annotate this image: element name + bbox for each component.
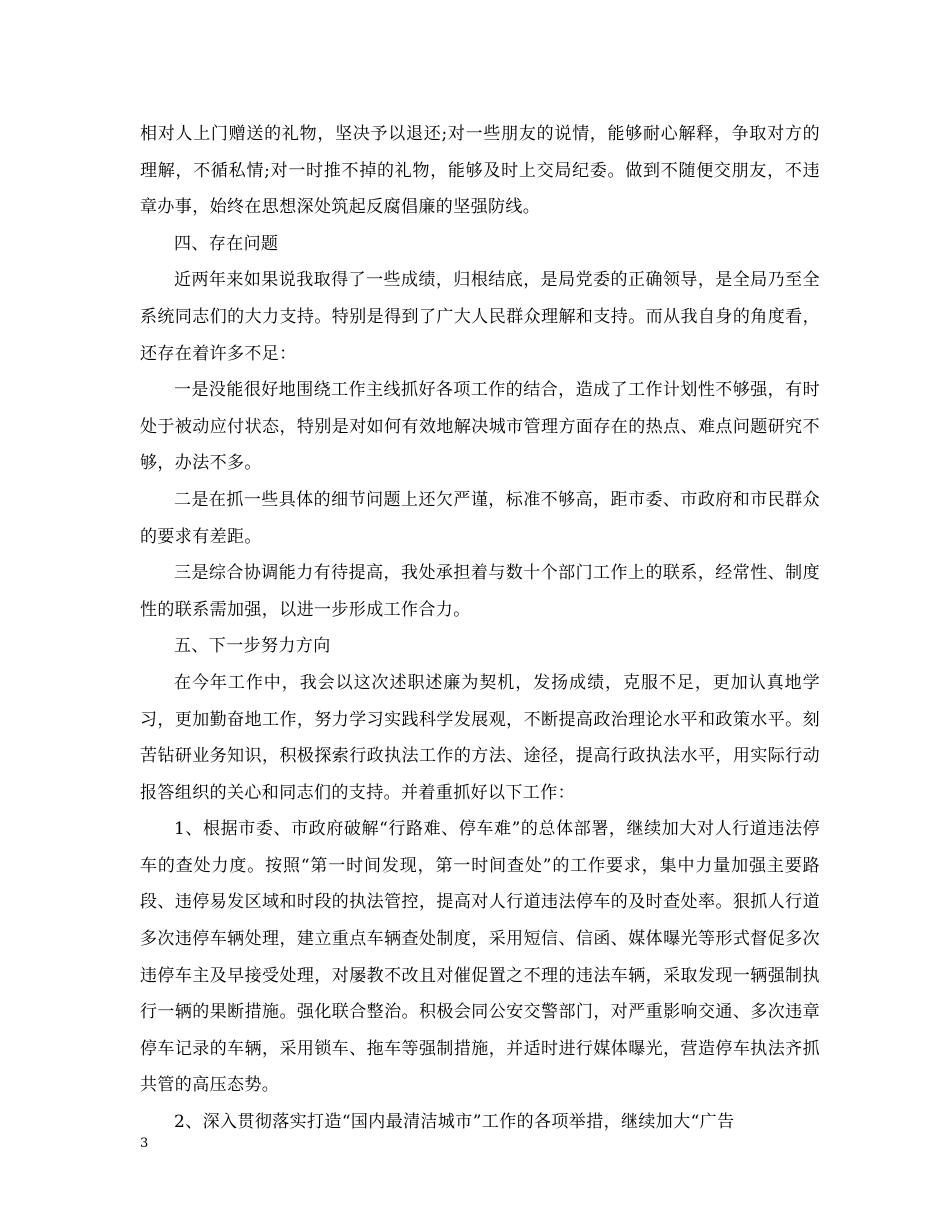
paragraph-6: 在今年工作中，我会以这次述职述廉为契机，发扬成绩，克服不足，更加认真地学习，更加勤奋地工作，努力学习实践科学发展观，不断提高政治理论水平和政策水平。刻苦钻研业务知识，积极探索行政执法工作的方法、途径，提高行政执法水平，用实际行动报答组织的关心和同志们的支持。并着重抓好以下工作： (140, 672, 820, 803)
paragraph-5: 三是综合协调能力有待提高，我处承担着与数十个部门工作上的联系，经常性、制度性的联系需加强，以进一步形成工作合力。 (140, 563, 820, 620)
paragraph-3: 一是没能很好地围绕工作主线抓好各项工作的结合，造成了工作计划性不够强，有时处于被动应付状态，特别是对如何有效地解决城市管理方面存在的热点、难点问题研究不够，办法不多。 (140, 380, 820, 474)
section-heading-next-steps: 五、下一步努力方向 (174, 636, 331, 657)
paragraph-8: 2、深入贯彻落实打造“国内最清洁城市”工作的各项举措，继续加大“广告 (174, 1112, 735, 1133)
paragraph-2: 近两年来如果说我取得了一些成绩，归根结底，是局党委的正确领导，是全局乃至全系统同志们的大力支持。特别是得到了广大人民群众理解和支持。而从我自身的角度看，还存在着许多不足： (140, 270, 820, 364)
paragraph-1: 相对人上门赠送的礼物，坚决予以退还;对一些朋友的说情，能够耐心解释，争取对方的理解，不循私情;对一时推不掉的礼物，能够及时上交局纪委。做到不随便交朋友，不违章办事，始终在思想深处筑起反腐倡廉的坚强防线。 (140, 124, 820, 218)
section-heading-problems: 四、存在问题 (174, 233, 279, 254)
paragraph-7: 1、根据市委、市政府破解“行路难、停车难”的总体部署，继续加大对人行道违法停车的查处力度。按照“第一时间发现，第一时间查处”的工作要求，集中力量加强主要路段、违停易发区域和时段的执法管控，提高对人行道违法停车的及时查处率。狠抓人行道多次违停车辆处理，建立重点车辆查处制度，采用短信、信函、媒体曝光等形式督促多次违停车主及早接受处理，对屡教不改且对催促置之不理的违法车辆，采取发现一辆强制执行一辆的果断措施。强化联合整治。积极会同公安交警部门，对严重影响交通、多次违章停车记录的车辆，采用锁车、拖车等强制措施，并适时进行媒体曝光，营造停车执法齐抓共管的高压态势。 (140, 819, 820, 1096)
document-body (140, 116, 820, 1141)
page-number: 3 (140, 1136, 149, 1151)
paragraph-4: 二是在抓一些具体的细节问题上还欠严谨，标准不够高，距市委、市政府和市民群众的要求有差距。 (140, 489, 820, 547)
